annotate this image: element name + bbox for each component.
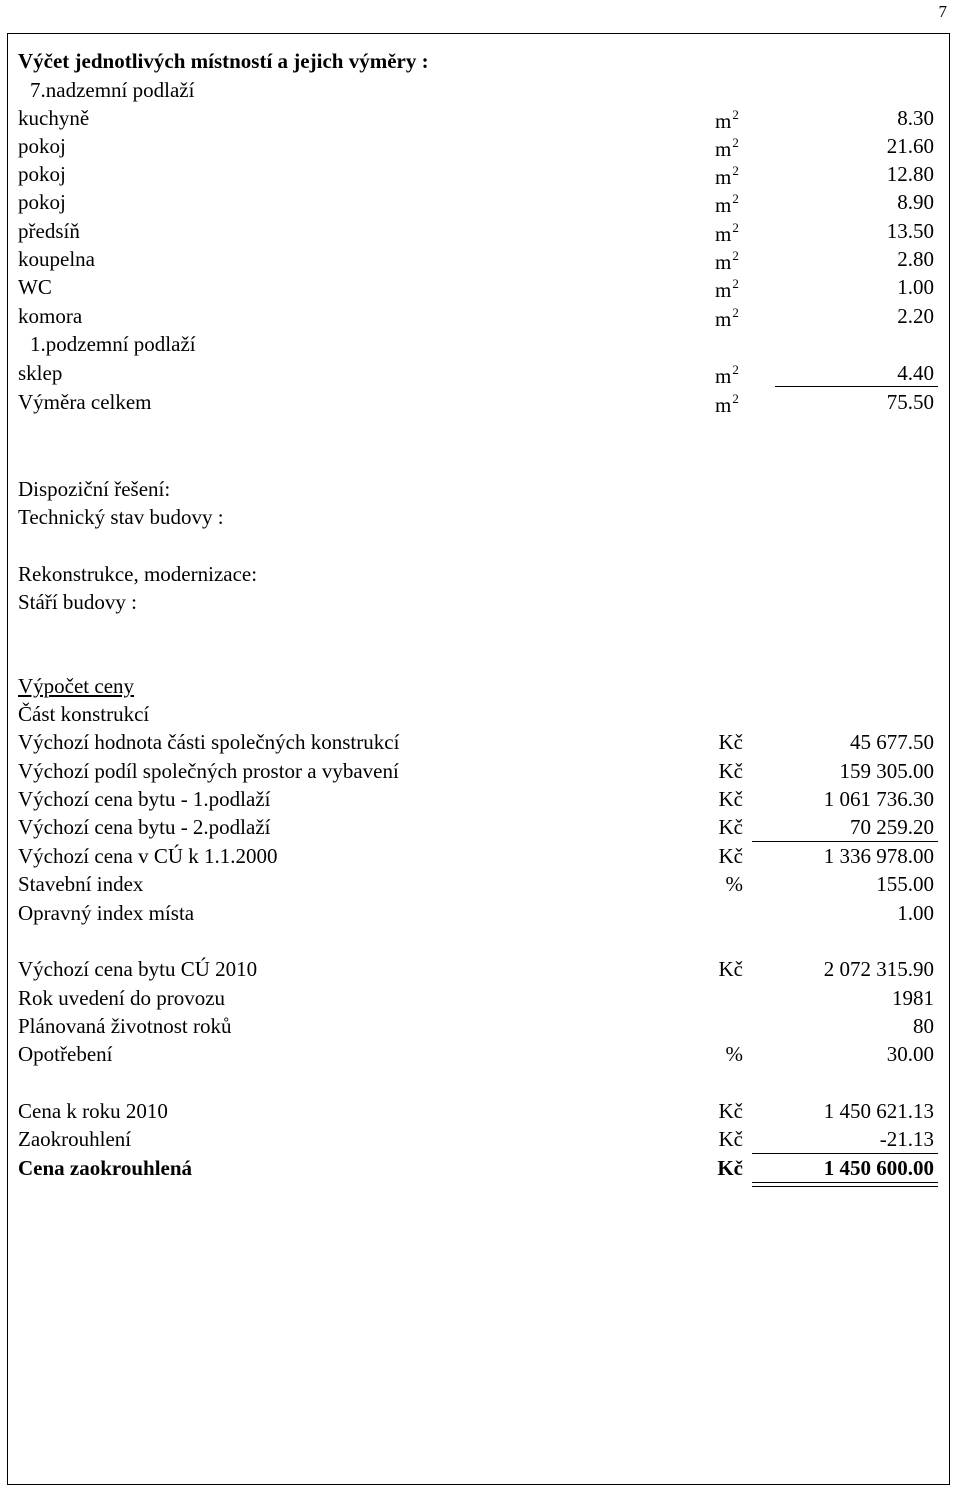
price-label: Výchozí cena bytu CÚ 2010 [18,957,258,981]
room-row [18,221,934,247]
price-row [18,789,934,815]
price-value: 1 336 978.00 [823,844,934,868]
double-underline-bottom [752,1186,938,1187]
unit-label: $m^2$ [715,135,739,161]
room-area: 4.40 [897,361,934,385]
room-name: pokoj [18,190,66,214]
price-label: Výchozí cena bytu - 1.podlaží [18,787,271,811]
price-value: 1 450 621.13 [823,1099,934,1123]
sum-divider [752,1153,938,1154]
price-label: Rok uvedení do provozu [18,986,226,1010]
room-row [18,192,934,218]
unit-label: $m^2$ [715,163,739,189]
price-row [18,732,934,758]
price-heading-row [18,676,934,702]
price-row [18,846,934,872]
room-row [18,164,934,190]
price-label: Stavební index [18,872,144,896]
price-value: 30.00 [886,1042,934,1066]
double-underline-top [752,1182,938,1183]
room-name: předsíň [18,219,80,243]
price-subheading: Část konstrukcí [18,702,150,726]
room-area: 2.80 [897,247,934,271]
price-value: 1.00 [897,901,934,925]
unit-label: $m^2$ [715,220,739,246]
room-area: 13.50 [886,219,934,243]
percent-unit: % [725,872,743,896]
price-row [18,1101,934,1127]
room-row [18,249,934,275]
price-label: Zaokrouhlení [18,1127,132,1151]
currency-unit: Kč [718,759,743,783]
total-area-label: Výměra celkem [18,390,152,414]
floor-heading-row [18,334,934,360]
currency-unit: Kč [718,815,743,839]
unit-label: $m^2$ [715,248,739,274]
rooms-title-row [18,51,934,77]
price-label: Opotřebení [18,1042,113,1066]
room-name: kuchyně [18,106,90,130]
unit-label: $m^2$ [715,276,739,302]
price-row [18,1129,934,1155]
total-area-value: 75.50 [886,390,934,414]
room-name: sklep [18,361,63,385]
price-label: Výchozí cena bytu - 2.podlaží [18,815,271,839]
price-heading: Výpočet ceny [18,674,135,698]
price-row [18,874,934,900]
room-area: 21.60 [886,134,934,158]
currency-unit: Kč [718,1127,743,1151]
price-row [18,1044,934,1070]
room-row [18,277,934,303]
sum-divider [775,386,938,387]
unit-label: $m^2$ [715,191,739,217]
room-name: pokoj [18,134,66,158]
currency-unit: Kč [718,1099,743,1123]
floor-heading-row [18,80,934,106]
price-label: Plánovaná životnost roků [18,1014,232,1038]
tech-state-label: Technický stav budovy : [18,505,224,529]
price-value: 155.00 [876,872,934,896]
currency-unit: Kč [717,1156,743,1180]
currency-unit: Kč [718,957,743,981]
room-name: komora [18,304,83,328]
unit-label: $m^2$ [715,305,739,331]
room-name: WC [18,275,52,299]
price-value: 80 [913,1014,934,1038]
price-row [18,1016,934,1042]
room-area: 8.30 [897,106,934,130]
unit-label: $m^2$ [715,362,739,388]
room-row [18,306,934,332]
room-name: koupelna [18,247,95,271]
info-row [18,564,934,590]
room-area: 2.20 [897,304,934,328]
price-label: Výchozí podíl společných prostor a vybavení [18,759,399,783]
currency-unit: Kč [718,844,743,868]
currency-unit: Kč [718,730,743,754]
price-label: Výchozí hodnota části společných konstrukcí [18,730,400,754]
reconstruction-label: Rekonstrukce, modernizace: [18,562,258,586]
room-row [18,136,934,162]
info-row [18,592,934,618]
unit-label: $m^2$ [715,107,739,133]
floor-heading: 1.podzemní podlaží [30,332,196,356]
price-value: 45 677.50 [850,730,934,754]
price-value: 1 061 736.30 [823,787,934,811]
room-area: 12.80 [886,162,934,186]
room-name: pokoj [18,162,66,186]
price-value: -21.13 [879,1127,934,1151]
price-subheading-row [18,704,934,730]
price-value: 1981 [892,986,934,1010]
percent-unit: % [725,1042,743,1066]
price-label: Výchozí cena v CÚ k 1.1.2000 [18,844,278,868]
price-row [18,959,934,985]
room-area: 8.90 [897,190,934,214]
price-row [18,817,934,843]
page-number: 7 [938,2,947,21]
rooms-title: Výčet jednotlivých místností a jejich výměry : [18,49,429,73]
unit-label: $m^2$ [715,391,739,417]
room-row [18,108,934,134]
room-area: 1.00 [897,275,934,299]
price-row [18,988,934,1014]
info-row [18,507,934,533]
price-value: 2 072 315.90 [823,957,934,981]
final-price-row [18,1158,934,1184]
total-area-row [18,392,934,418]
sum-divider [752,841,938,842]
final-price-label: Cena zaokrouhlená [18,1156,193,1180]
price-row [18,903,934,929]
price-value: 159 305.00 [839,759,934,783]
layout-label: Dispoziční řešení: [18,477,171,501]
currency-unit: Kč [718,787,743,811]
price-row [18,761,934,787]
price-value: 70 259.20 [850,815,934,839]
floor-heading: 7.nadzemní podlaží [30,78,195,102]
info-row [18,479,934,505]
price-label: Opravný index místa [18,901,195,925]
age-label: Stáří budovy : [18,590,137,614]
price-label: Cena k roku 2010 [18,1099,168,1123]
final-price-value: 1 450 600.00 [823,1156,934,1180]
